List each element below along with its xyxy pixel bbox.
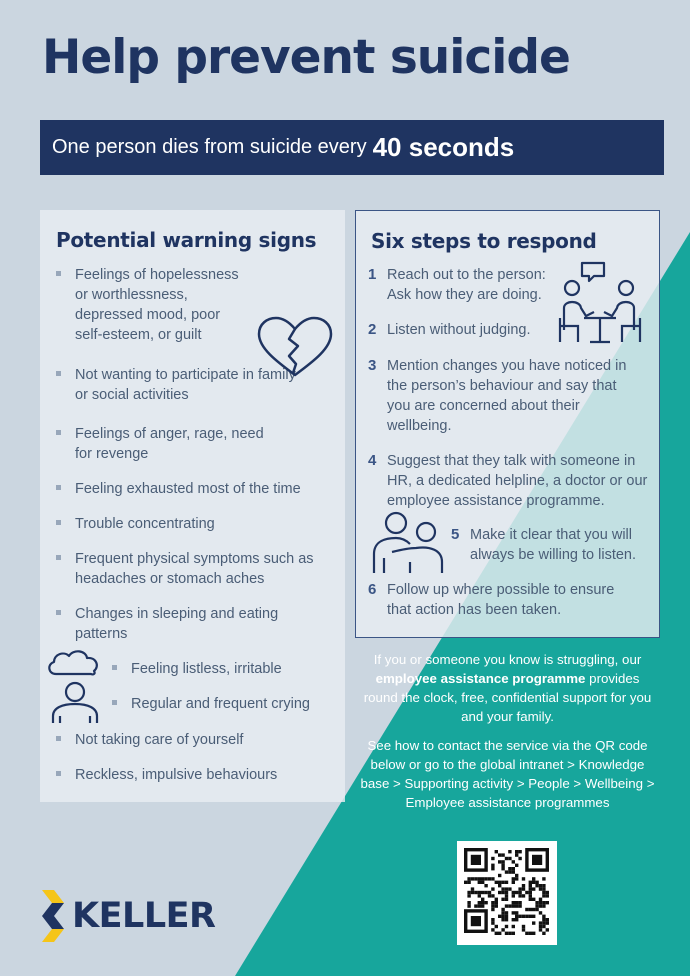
employee-assistance-programme-emphasis: employee assistance programme: [375, 671, 586, 686]
step-number: 5: [451, 526, 460, 543]
keller-logo: [40, 888, 216, 944]
qr-code[interactable]: [457, 841, 557, 945]
bullet-marker: [56, 736, 61, 741]
keller-wordmark: KELLER: [72, 896, 216, 936]
step-item: 6 Follow up where possible to ensure that action has been taken.: [368, 581, 615, 618]
six-steps-heading: Six steps to respond: [371, 229, 597, 253]
statistic-banner: [40, 120, 664, 175]
step-item: 2 Listen without judging.: [368, 321, 531, 338]
bullet-marker: [56, 771, 61, 776]
bullet-marker: [56, 610, 61, 615]
warning-sign-item: Feelings of anger, rage, need for revenge: [56, 424, 276, 464]
warning-signs-heading: Potential warning signs: [56, 228, 317, 252]
step-item: 5 Make it clear that you will always be willing to listen.: [451, 526, 637, 563]
step-number: 1: [368, 266, 377, 283]
step-item: 3 Mention changes you have noticed in the person’s behaviour and say that you are concerned about their wellbeing.: [368, 357, 627, 434]
warning-sign-item: Feeling exhausted most of the time: [56, 479, 341, 499]
bullet-marker: [112, 665, 117, 670]
step-number: 6: [368, 581, 377, 598]
warning-sign-item: Frequent physical symptoms such as headaches or stomach aches: [56, 549, 336, 589]
step-number: 4: [368, 452, 377, 469]
support-info-paragraph: If you or someone you know is struggling, our employee assistance programme provides round the clock, free, confidential support for you and your family.: [363, 652, 652, 724]
bullet-marker: [56, 485, 61, 490]
page-title: Help prevent suicide: [42, 30, 570, 85]
step-number: 3: [368, 357, 377, 374]
warning-sign-item: Changes in sleeping and eating patterns: [56, 604, 296, 644]
bullet-marker: [56, 371, 61, 376]
keller-logo-mark: [40, 888, 66, 944]
banner-emphasis: 40 seconds: [372, 132, 515, 162]
warning-sign-item: Not wanting to participate in family or social activities: [56, 365, 296, 405]
cloud-over-person-icon: [44, 648, 106, 726]
bullet-marker: [56, 271, 61, 276]
supportive-friends-icon: [370, 510, 448, 576]
bullet-marker: [112, 700, 117, 705]
qr-code-pattern: [457, 841, 557, 945]
warning-sign-item: Feelings of hopelessness or worthlessness, depressed mood, poor self-esteem, or guilt: [56, 265, 246, 345]
warning-sign-item: Regular and frequent crying: [112, 694, 337, 714]
step-item: 4 Suggest that they talk with someone in HR, a dedicated helpline, a doctor or our employee assistance programme.: [368, 452, 648, 509]
step-item: 1 Reach out to the person: Ask how they are doing.: [368, 266, 546, 303]
conversation-at-table-icon: [556, 260, 644, 346]
banner-text: One person dies from suicide every: [52, 136, 367, 158]
warning-sign-item: Feeling listless, irritable: [112, 659, 332, 679]
warning-sign-item: Not taking care of yourself: [56, 730, 296, 750]
warning-sign-item: Trouble concentrating: [56, 514, 296, 534]
bullet-marker: [56, 520, 61, 525]
contact-instructions-paragraph: See how to contact the service via the QR code below or go to the global intranet > Knowledge base > Supporting activity > People > Wellbeing > Employee assistance programmes: [360, 738, 655, 810]
bullet-marker: [56, 555, 61, 560]
step-number: 2: [368, 321, 377, 338]
broken-heart-icon: [256, 315, 334, 379]
bullet-marker: [56, 430, 61, 435]
warning-sign-item: Reckless, impulsive behaviours: [56, 765, 316, 785]
